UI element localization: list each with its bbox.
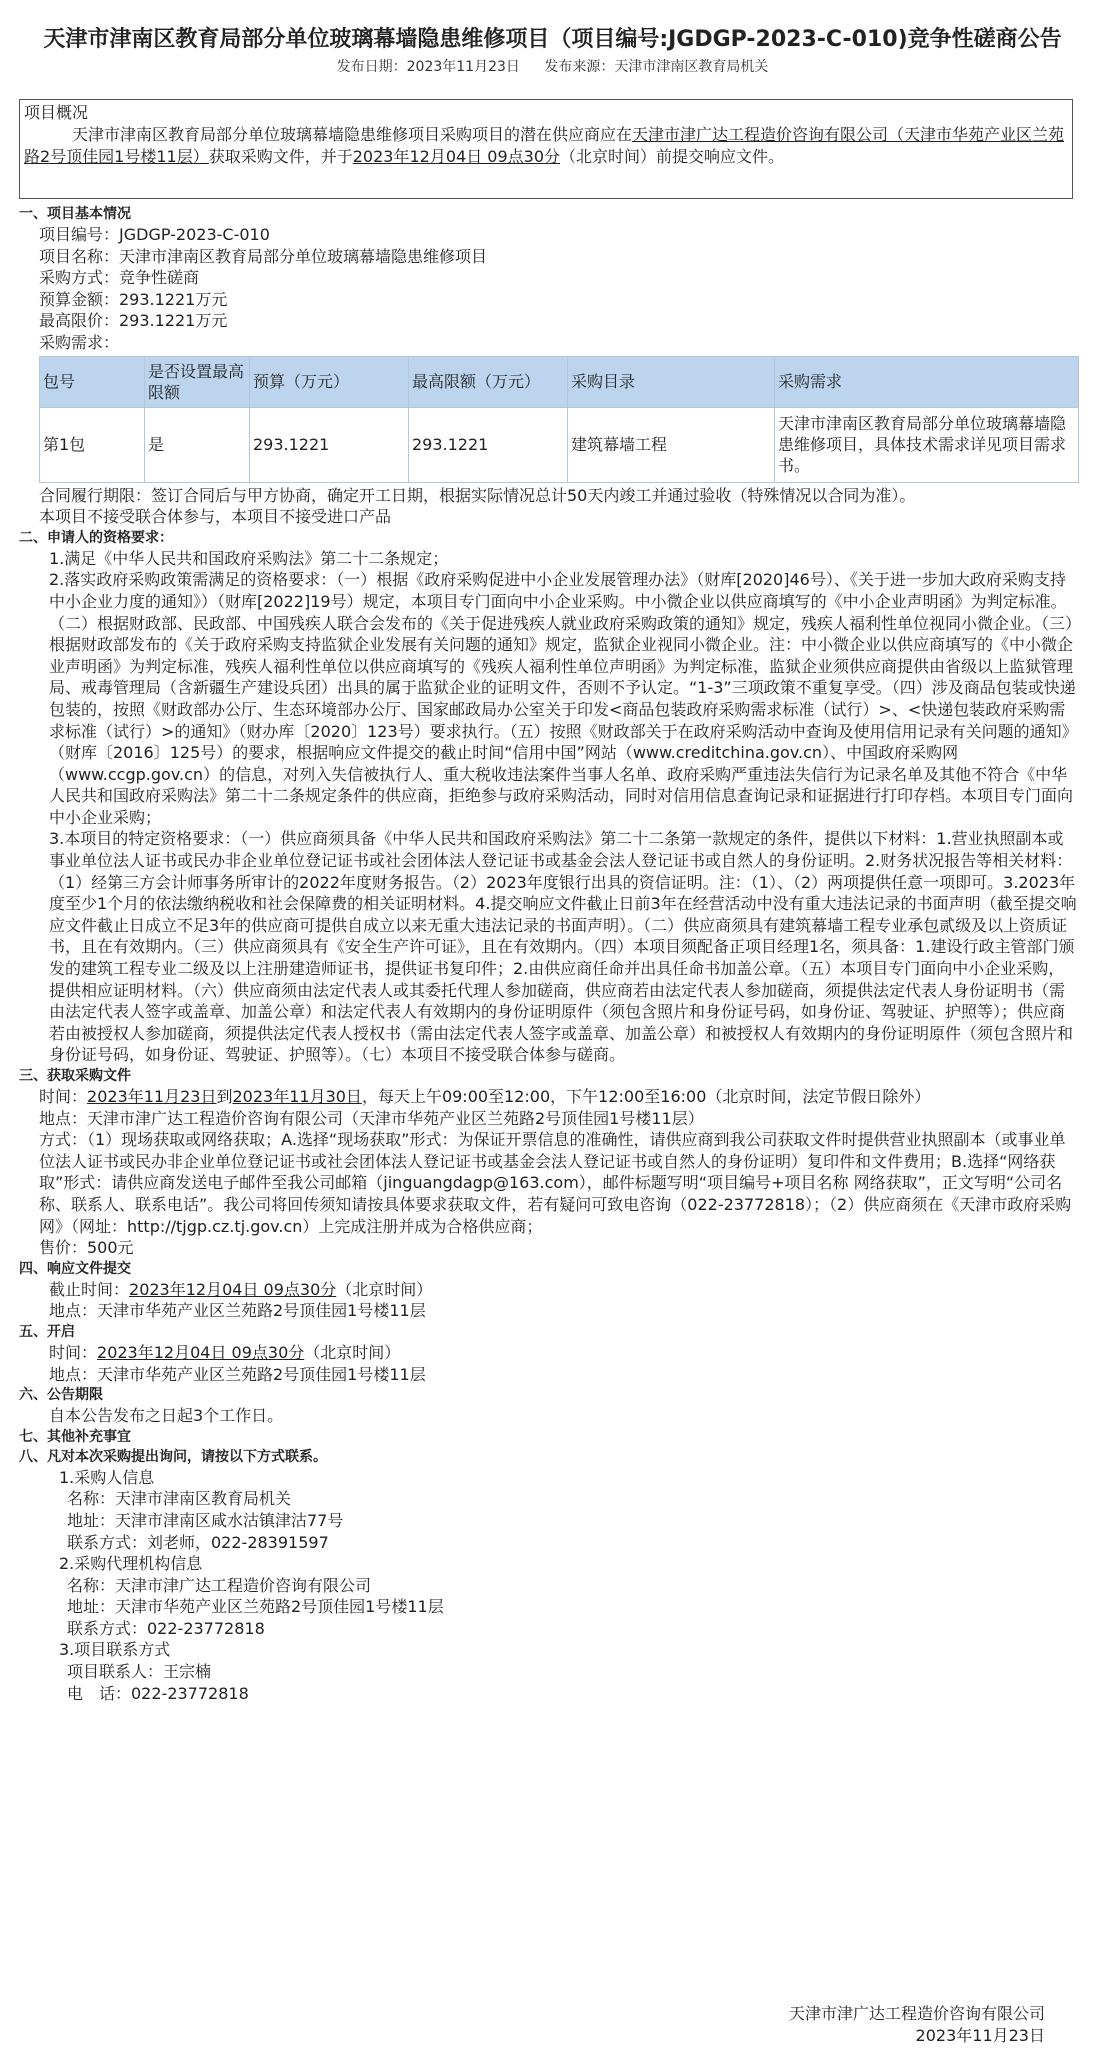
overview-text-c: 获取采购文件，并于 [208,147,353,166]
table-cell: 建筑幕墙工程 [568,407,775,482]
contract-period: 合同履行期限：签订合同后与甲方协商，确定开工日期，根据实际情况总计50天内竣工并通过验收（特殊情况以合同为准）。 [39,485,916,505]
table-header: 最高限额（万元） [409,356,568,407]
table-header: 是否设置最高限额 [145,356,250,407]
obtain-method: 方式：（1）现场获取或网络获取；A.选择“现场获取”形式：为保证开票信息的准确性，请供应商到我公司获取文件时提供营业执照副本（或事业单位法人证书或民办非企业单位登记证书或社会团体法人登记证书或基金会法人登记证书或自然人的身份证明）复印件和文件费用；B.选择“网络获取”形式：请供应商发送电子邮件至我公司邮箱（jinguangdagp@163.com），邮件标题写明“项目编号+项目名称 网络获取”，正文写明“公司名称、联系人、联系电话”。我公司将回传须知请按具体要求获取文件，若有疑问可致电咨询（022-23772818）；（2）供应商须在《天津市政府采购网》（网址：http://tjgp.cz.tj.gov.cn）上完成注册并成为合格供应商； [39,1130,1072,1236]
qualification-3: 3.本项目的特定资格要求：（一）供应商须具备《中华人民共和国政府采购法》第二十二条第一款规定的条件，提供以下材料：1.营业执照副本或事业单位法人证书或民办非企业单位登记证书或社会团体法人登记证书或基金会法人登记证书或自然人的身份证明。2.财务状况报告等相关材料：（1）经第三方会计师事务所审计的2022年度财务报告。（2）2023年度银行出具的资信证明。注：（1）、（2）两项提供任意一项即可。3.2023年度至少1个月的依法缴纳税收和社会保障费的相关证明材料。4.提交响应文件截止日前3年在经营活动中没有重大违法记录的书面声明（截至提交响应文件截止日成立不足3年的供应商可提供自成立以来无重大违法记录的书面声明）。（二）供应商须具有建筑幕墙工程专业承包贰级及以上资质证书，且在有效期内。（三）供应商须具有《安全生产许可证》，且在有效期内。（四）本项目须配备正项目经理1名，须具备：1.建设行政主管部门颁发的建筑工程专业二级及以上注册建造师证书，提供证书复印件；2.由供应商任命并出具任命书加盖公章。（五）本项目专门面向中小企业采购，提供相应证明材料。（六）供应商须由法定代表人或其委托代理人参加磋商，供应商若由法定代表人参加磋商，须提供法定代表人身份证明书（需由法定代表人签字或盖章、加盖公章）和法定代表人有效期内的身份证明原件（须包含照片和身份证号码，如身份证、驾驶证、护照等）；供应商若由被授权人参加磋商，须提供法定代表人授权书（需由法定代表人签字或盖章、加盖公章）和被授权人有效期内的身份证明原件（须包含照片和身份证号码，如身份证、驾驶证、护照等）。（七）本项目不接受联合体参与磋商。 [49,829,1077,1065]
buyer-name: 名称：天津市津南区教育局机关 [67,1489,292,1509]
section-8-heading: 八、凡对本次采购提出询问，请按以下方式联系。 [19,1448,327,1465]
obtain-to: 到 [216,1087,233,1106]
table-cell: 是 [145,407,250,482]
opening-value: 2023年12月04日 09点30分 [97,1342,305,1362]
opening-place: 地点：天津市华苑产业区兰苑路2号顶佳园1号楼11层 [49,1364,426,1384]
buyer-address: 地址：天津市津南区咸水沽镇津沽77号 [67,1510,344,1530]
announcement-content [19,204,1079,1704]
budget-amount: 预算金额：293.1221万元 [39,289,228,309]
project-overview-box [19,99,1073,199]
section-7-heading: 七、其他补充事宜 [19,1428,131,1445]
requirements-label: 采购需求： [39,332,120,352]
page-title: 天津市津南区教育局部分单位玻璃幕墙隐患维修项目（项目编号:JGDGP-2023-C-010)竞争性磋商公告 [43,27,1062,52]
obtain-hours: ，每天上午09:00至12:00，下午12:00至16:00（北京时间，法定节假日除外） [361,1087,931,1106]
table-header: 包号 [40,356,145,407]
table-cell: 天津市津南区教育局部分单位玻璃幕墙隐患维修项目，具体技术需求详见项目需求书。 [775,407,1079,482]
section-2-heading: 二、申请人的资格要求： [19,529,173,546]
table-header: 采购需求 [775,356,1079,407]
requirements-table [39,356,1079,483]
table-header: 预算（万元） [250,356,409,407]
section-5-heading: 五、开启 [19,1323,75,1340]
overview-deadline: 2023年12月04日 09点30分 [352,147,560,166]
obtain-start: 2023年11月23日 [87,1087,217,1106]
qualification-1: 1.满足《中华人民共和国政府采购法》第二十二条规定； [49,548,449,568]
section-6-heading: 六、公告期限 [19,1387,103,1404]
publish-meta [0,56,1105,76]
submission-label: 截止时间： [49,1279,130,1299]
agent-address: 地址：天津市华苑产业区兰苑路2号顶佳园1号楼11层 [67,1597,444,1617]
table-cell: 第1包 [40,407,145,482]
document-price: 售价：500元 [39,1238,134,1258]
obtain-time [19,1086,1079,1108]
table-cell: 293.1221 [250,407,409,482]
overview-text-a: 天津市津南区教育局部分单位玻璃幕墙隐患维修项目采购项目的潜在供应商应在 [72,125,633,144]
section-4-heading: 四、响应文件提交 [19,1260,131,1277]
buyer-title: 1.采购人信息 [59,1467,155,1487]
opening-tz: （北京时间） [304,1342,401,1362]
notice-period: 自本公告发布之日起3个工作日。 [49,1406,284,1426]
agent-contact: 联系方式：022-23772818 [67,1618,265,1638]
publish-source: 发布来源：天津市津南区教育局机关 [544,59,769,75]
obtain-time-label: 时间： [39,1087,88,1106]
project-contact-phone: 电 话：022-23772818 [67,1683,249,1703]
obtain-place: 地点：天津市津广达工程造价咨询有限公司（天津市华苑产业区兰苑路2号顶佳园1号楼11层） [39,1108,704,1128]
project-contact-person: 项目联系人：王宗楠 [67,1662,212,1682]
table-row [40,407,1079,482]
signature-org: 天津市津广达工程造价咨询有限公司 [788,2004,1045,2023]
agent-title: 2.采购代理机构信息 [59,1554,203,1574]
section-3-heading: 三、获取采购文件 [19,1068,131,1084]
project-contact-title: 3.项目联系方式 [59,1640,171,1660]
consortium-note: 本项目不接受联合体参与，本项目不接受进口产品 [39,507,392,527]
submission-time: 2023年12月04日 09点30分 [129,1279,337,1299]
overview-text-d: （北京时间）前提交响应文件。 [560,147,785,166]
qualification-2: 2.落实政府采购政策需满足的资格要求：（一）根据《政府采购促进中小企业发展管理办法》（财库[2020]46号）、《关于进一步加大政府采购支持中小企业力度的通知》）（财库[2022]19号）规定，本项目专门面向中小企业采购。中小微企业以供应商填写的《中小企业声明函》为判定标准。（二）根据财政部、民政部、中国残疾人联合会发布的《关于促进残疾人就业政府采购政策的通知》规定，残疾人福利性单位视同小微企业。（三）根据财政部发布的《关于政府采购支持监狱企业发展有关问题的通知》规定，监狱企业视同小微企业。注：中小微企业以供应商填写的《中小微企业声明函》为判定标准，残疾人福利性单位以供应商填写的《残疾人福利性单位声明函》为判定标准，监狱企业须供应商提供由省级以上监狱管理局、戒毒管理局（含新疆生产建设兵团）出具的属于监狱企业的证明文件，否则不予认定。“1-3”三项政策不重复享受。（四）涉及商品包装或快递包装的，按照《财政部办公厅、生态环境部办公厅、国家邮政局办公室关于印发<商品包装政府采购需求标准（试行）>、<快递包装政府采购需求标准（试行）>的通知》（财办库〔2020〕123号）要求执行。（五）按照《财政部关于在政府采购活动中查询及使用信用记录有关问题的通知》（财库〔2016〕125号）的要求，根据响应文件提交的截止时间“信用中国”网站（www.creditchina.gov.cn）、中国政府采购网（www.ccgp.gov.cn）的信息，对列入失信被执行人、重大税收违法案件当事人名单、政府采购严重违法失信行为记录名单及其他不符合《中华人民共和国政府采购法》第二十二条规定条件的供应商，拒绝参与政府采购活动，同时对信用信息查询记录和证据进行打印存档。本项目专门面向中小企业采购； [49,570,1078,827]
overview-label: 项目概况 [24,103,89,122]
opening-label: 时间： [49,1342,98,1362]
signature-block [789,2003,1045,2047]
table-cell: 293.1221 [409,407,568,482]
table-header: 采购目录 [568,356,775,407]
submission-deadline [19,1279,1079,1301]
publish-date: 发布日期：2023年11月23日 [336,59,520,75]
procurement-method: 采购方式：竞争性磋商 [39,268,200,288]
max-price: 最高限价：293.1221万元 [39,311,228,331]
buyer-contact: 联系方式：刘老师，022-28391597 [67,1532,329,1552]
overview-text [24,124,1068,168]
obtain-end: 2023年11月30日 [232,1087,362,1106]
project-name: 项目名称：天津市津南区教育局部分单位玻璃幕墙隐患维修项目 [39,246,488,266]
overview-agent: 天津市津广达工程造价咨询有限公司（天津市华苑产业区兰苑路2号顶佳园1号楼11层） [24,125,1065,166]
submission-tz: （北京时间） [336,1279,433,1299]
opening-time [19,1342,1079,1364]
table-header-row [40,356,1079,407]
submission-place: 地点：天津市华苑产业区兰苑路2号顶佳园1号楼11层 [49,1301,426,1321]
agent-name: 名称：天津市津广达工程造价咨询有限公司 [67,1575,372,1595]
project-code: 项目编号：JGDGP-2023-C-010 [39,225,270,244]
section-1-heading: 一、项目基本情况 [19,206,131,222]
signature-date: 2023年11月23日 [915,2026,1045,2045]
